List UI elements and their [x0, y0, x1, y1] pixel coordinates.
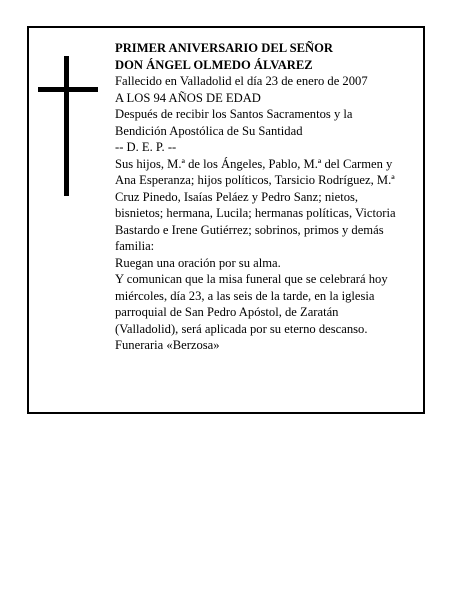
title-line-1: PRIMER ANIVERSARIO DEL SEÑOR [115, 41, 333, 55]
cross-horizontal-bar [38, 87, 98, 92]
family-text: Sus hijos, M.ª de los Ángeles, Pablo, M.ª del Carmen y Ana Esperanza; hijos políticos, Tarsicio Rodríguez, M.ª Cruz Pinedo, Isaías Peláez y Pedro Sanz; nietos, bisnietos; hermana, Lucila; hermanas políticas, Victoria Bastardo e Irene Gutiérrez; sobrinos, primos y demás familia: [115, 156, 396, 253]
age-line: A LOS 94 AÑOS DE EDAD [115, 90, 261, 105]
prayer-request: Ruegan una oración por su alma. [115, 255, 281, 270]
obituary-text [115, 40, 397, 354]
cross-vertical-bar [64, 56, 69, 196]
sacraments-text: Después de recibir los Santos Sacramentos y la Bendición Apostólica de Su Santidad [115, 107, 353, 138]
title-line-2: DON ÁNGEL OLMEDO ÁLVAREZ [115, 57, 313, 72]
cross-icon [38, 56, 98, 196]
death-info: Fallecido en Valladolid el día 23 de enero de 2007 [115, 74, 368, 88]
mass-info: Y comunican que la misa funeral que se celebrará hoy miércoles, día 23, a las seis de la tarde, en la iglesia parroquial de San Pedro Apóstol, de Zaratán (Valladolid), será aplicada por su eterno descanso. [115, 272, 388, 336]
rip-text: -- D. E. P. -- [115, 140, 177, 154]
funeral-home: Funeraria «Berzosa» [115, 338, 220, 352]
